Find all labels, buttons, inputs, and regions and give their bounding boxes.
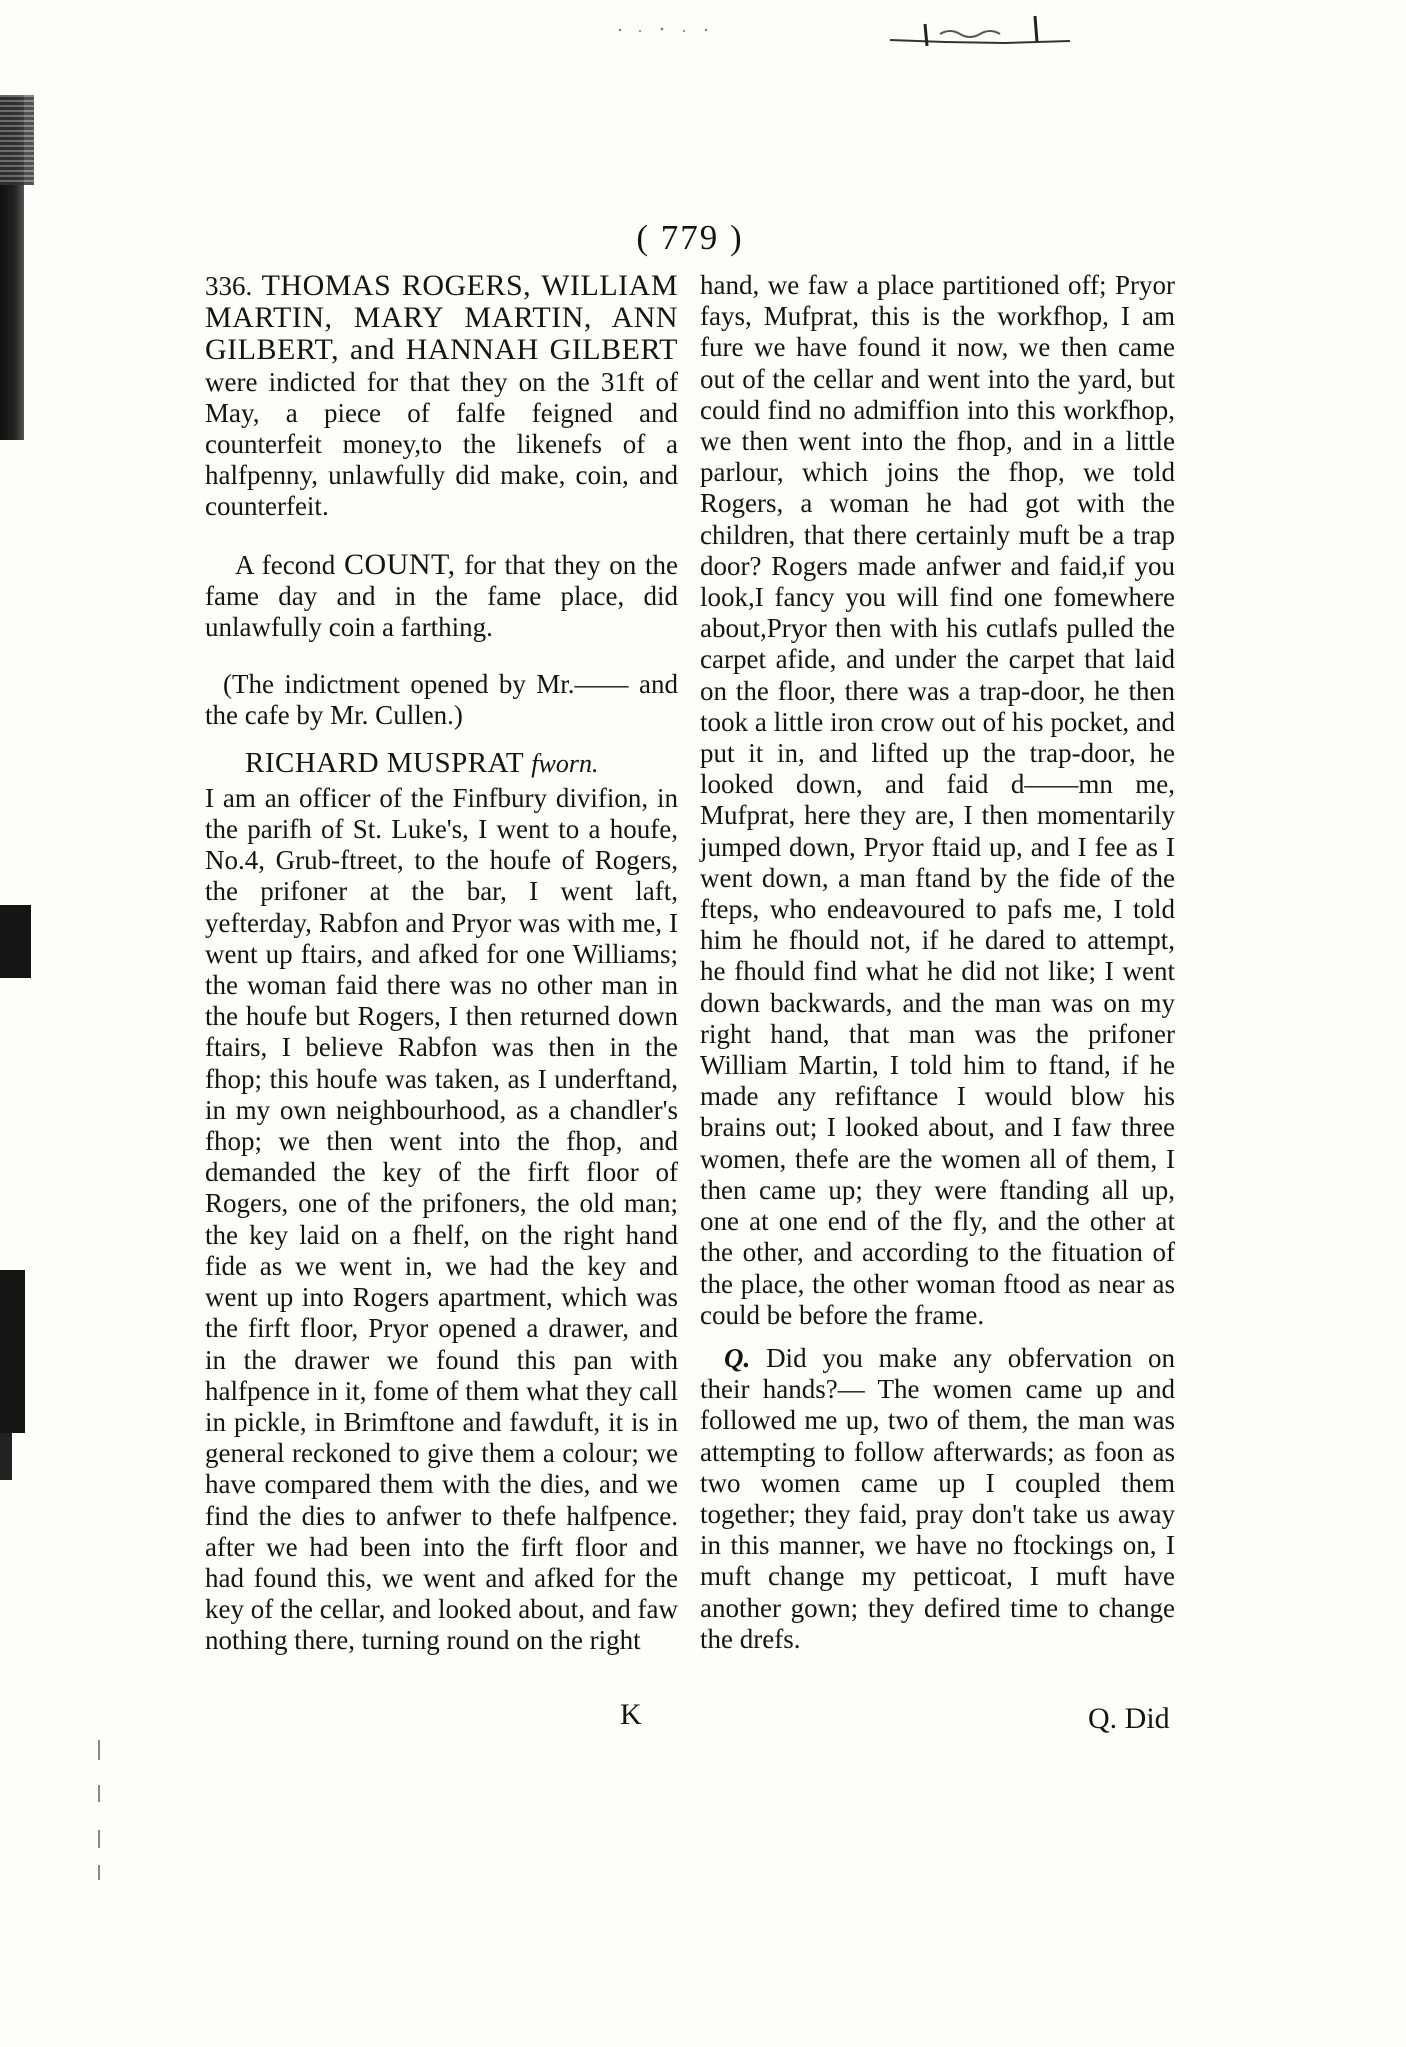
left-column — [205, 270, 678, 1657]
right-column — [700, 270, 1175, 1655]
margin-ticks — [95, 1740, 103, 1880]
second-count — [205, 549, 678, 644]
indictment-text: were indicted for that they on the 31ft of May, a piece of falfe feigned and counterfeit money,to the likenefs of a halfpenny, unlawfully did make, coin, and counterfeit. — [205, 366, 678, 522]
ink-specks — [610, 22, 720, 38]
testimony-text: I am an officer of the Finfbury divifion, in the parifh of St. Luke's, I went to a houfe, No.4, Grub-ftreet, to the houfe of Rogers, the prifoner at the bar, I went laft, yefterday, Rabfon and Pryor was with me, I went up ftairs, and afked for one Williams; the woman faid there was no other man in the houfe but Rogers, I then returned down ftairs, I believe Rabfon was then in the fhop; this houfe was taken, as I underftand, in my own neighbourhood, as a chandler's fhop; we then went into the fhop, and demanded the key of the firft floor of Rogers, one of the prifoners, the old man; the key laid on a fhelf, on the right hand fide as we went in, we had the key and went up into Rogers apartment, which was the firft floor, Pryor opened a drawer, and in the drawer we found this pan with halfpence in it, fome of them what they call in pickle, in Brimftone and fawduft, it is in general reckoned to give them a colour; we have compared them with the dies, and we find the dies to anfwer to thefe halfpence. after we had been into the firft floor and had found this, we went and afked for the key of the cellar, and looked about, and faw nothing there, turning round on the right — [205, 782, 678, 1656]
signature-mark: K — [620, 1698, 642, 1731]
scan-artifact-bar-tail — [0, 1433, 12, 1480]
case-heading — [205, 270, 678, 523]
count-text: for that they on the fame day and in the fame place, did unlawfully coin a farthing. — [205, 549, 678, 643]
count-prefix: A fecond — [235, 549, 336, 580]
catchword: Q. Did — [1088, 1702, 1170, 1735]
testimony-continued: hand, we faw a place partitioned off; Pryor fays, Mufprat, this is the workfhop, I am fure we have found it now, we then came out of the cellar and went into the yard, but could find no admiffion into this workfhop, we then went into the fhop, and in a little parlour, which joins the fhop, we told Rogers, a woman he had got with the children, that there certainly muft be a trap door? Rogers made anfwer and faid,if you look,I fancy you will find one fomewhere about,Pryor then with his cutlafs pulled the carpet afide, and under the carpet that laid on the floor, there was a trap-door, he then took a little iron crow out of his pocket, and put it in, and lifted up the trap-door, he looked down, and faid d——mn me, Mufprat, here they are, I then momentarily jumped down, Pryor ftaid up, and I fee as I went down, a man ftand by the fide of the fteps, who endeavoured to pafs me, I told him he fhould not, if he dared to attempt, he fhould find what he did not like; I went down backwards, and the man was on my right hand, that man was the prifoner William Martin, I told him to ftand, if he made any refiftance I would blow his brains out; I looked about, and I faw three women, thefe are the women all of them, I then came up; they were ftanding all up, one at one end of the fly, and the other at the other, and according to the fituation of the place, the other woman ftood as near as could be before the frame. — [700, 270, 1175, 1330]
opening-note: (The indictment opened by Mr.—— and the cafe by Mr. Cullen.) — [205, 669, 678, 731]
ink-smudge-top — [885, 12, 1075, 52]
case-number: 336. — [205, 271, 253, 301]
binding-texture — [0, 95, 34, 185]
question-mark: Q. — [724, 1342, 751, 1373]
scan-artifact-bar — [0, 905, 31, 978]
question-text: Did you make any obfervation on their hands?— The women came up and followed me up, two of them, the man was attempting to follow afterwards; as foon as two women came up I coupled them together; they faid, pray don't take us away in this manner, we have no ftockings on, I muft change my petticoat, I muft have another gown; they defired time to change the drefs. — [700, 1342, 1176, 1654]
count-word: COUNT, — [344, 547, 456, 581]
witness-heading — [205, 748, 678, 779]
defendant-names: THOMAS ROGERS, WILLIAM MARTIN, MARY MARTIN, ANN GILBERT, and HANNAH GILBERT — [205, 269, 678, 367]
witness-name: RICHARD MUSPRAT — [245, 746, 524, 779]
scan-artifact-bar-lower — [0, 1270, 25, 1433]
page-number: ( 779 ) — [636, 218, 744, 257]
question-paragraph — [700, 1343, 1175, 1655]
witness-sworn: fworn. — [531, 748, 599, 778]
